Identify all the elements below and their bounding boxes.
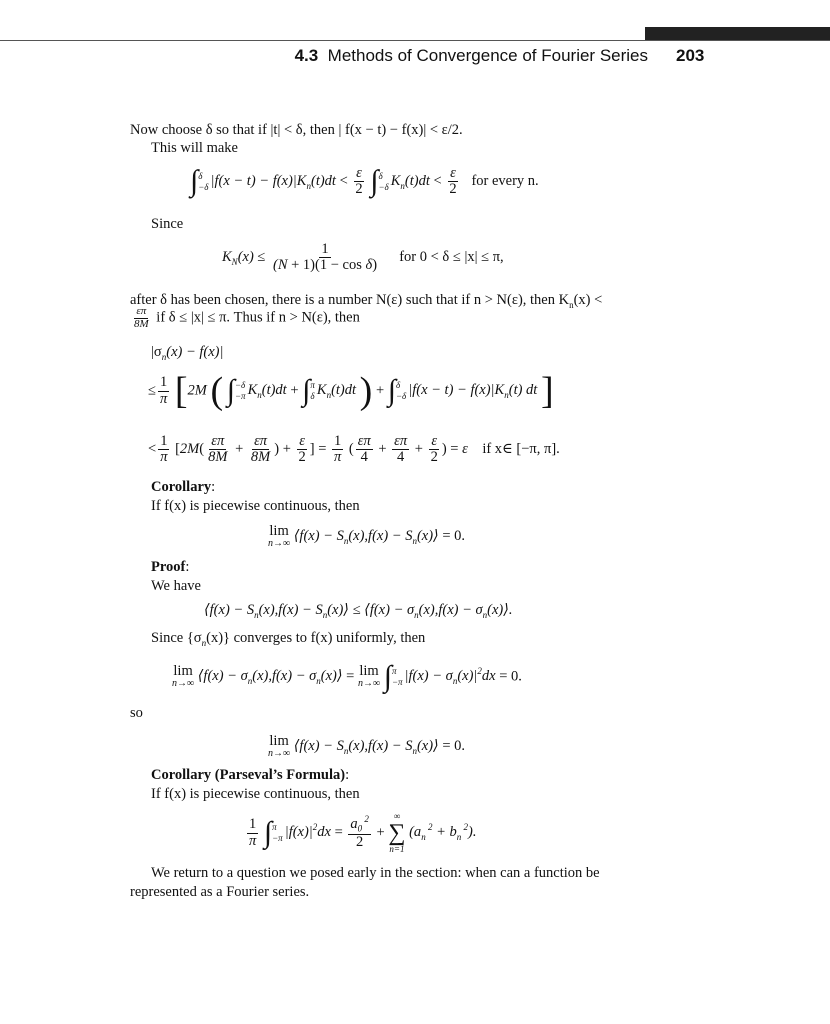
text-closing-1: We return to a question we posed early in the section: when can a function be — [151, 865, 600, 881]
text-for-every-n: for every n. — [471, 173, 539, 190]
parseval-text: If f(x) is piecewise continuous, then — [151, 786, 360, 802]
equation-corollary: lim n→∞ ⟨f(x) − $S_n(x),f(x)$ − $S_n(x)⟩ = 0$. — [268, 523, 466, 550]
text-since: Since — [151, 216, 184, 232]
text-choose-delta: Now choose δ so that if |t| < δ, then | f(x − t) − f(x)| < ε/2. — [130, 122, 463, 138]
text-thus: $\frac{\varepsilon\pi}{8M}$ if δ ≤ |x| ≤ π. Thus if n > N(ε), then — [134, 305, 360, 330]
equation-parseval: $\frac{1}{\pi}$ ∫ π −π $|f(x)|^2dx$ = $\frac{a_0 ^2}{2}$ + ∞ ∑ n=1 ($a_n$ $^2 + b_n$ $^2$). — [249, 811, 477, 854]
text-we-have: We have — [151, 578, 201, 594]
header-bar — [645, 27, 830, 41]
equation-sigma-limit: lim n→∞ ⟨f(x) − $\sigma_n(x),f(x)$ − $\sigma_n(x)⟩$ = lim n→∞ ∫ π −π $|f(x) - \sigma_n(x)|^2dx = 0$. — [172, 660, 522, 693]
text-this-will-make: This will make — [151, 140, 238, 156]
running-header — [0, 46, 830, 68]
equation-kernel-bound: $K_N(x)$ ≤ $\frac{1}{\text{(N + 1)(1 − cos δ)}}$ for 0 < δ ≤ |x| ≤ π, — [222, 241, 504, 274]
equation-final-estimate: < $\frac{1}{\pi}$ [2M( $\frac{\varepsilon\pi}{8M}$ + $\frac{\varepsilon\pi}{8M}$ ) + $\frac{\varepsilon}{2}$ ] = $\frac{1}{\pi}$ ( $\frac{\varepsilon\pi}{4}$ + $\frac{\varepsilon\pi}{4}$ + $\frac{\varepsilon}{2}$ ) = ε if x∈ [−π, π]. — [148, 433, 560, 466]
equation-sn-limit: lim n→∞ ⟨f(x) − $S_n(x),f(x)$ − $S_n(x)⟩ = 0$. — [268, 733, 466, 760]
page-number: 203 — [676, 46, 705, 65]
section-title: 4.3 Methods of Convergence of Fourier Series — [294, 46, 648, 65]
equation-sigma-diff: $|\sigma_n(x) - f(x)|$ — [151, 344, 224, 362]
text-so: so — [130, 705, 143, 721]
corollary-text: If f(x) is piecewise continuous, then — [151, 498, 360, 514]
corollary-title: Corollary: — [151, 479, 216, 495]
text-if-x-in: if x∈ [−π, π]. — [482, 441, 560, 458]
parseval-title: Corollary (Parseval’s Formula): — [151, 767, 350, 783]
proof-title: Proof: — [151, 559, 190, 575]
equation-bracket-bound: ≤ $\frac{1}{\pi}$ [2M ( ∫ −δ −π $K_n(t)dt$ + ∫ π δ $K_n(t)dt$ ) + ∫ δ −δ $|f(x - t) - f(x)|K_n(t)$ dt ] — [148, 370, 554, 412]
text-bound-condition: for 0 < δ ≤ |x| ≤ π, — [399, 249, 504, 266]
equation-inner-product-ineq: ⟨f(x) − $S_n(x),f(x)$ − $S_n(x)⟩$ ≤ ⟨f(x) − $\sigma_n(x),f(x)$ − $\sigma_n(x)⟩$. — [204, 602, 513, 620]
text-since-sigma: Since $\{\sigma_n(x)\}$ converges to f(x) uniformly, then — [151, 630, 426, 648]
text-closing-2: represented as a Fourier series. — [130, 884, 310, 900]
header-rule — [0, 40, 830, 41]
equation-integral-bound: ∫ δ −δ $|f(x - t) - f(x)|K_n(t)dt$ < $\frac{\varepsilon}{2}$ ∫ δ −δ $K_n(t)dt$ < $\frac{\varepsilon}{2}$ for every n. — [190, 164, 539, 198]
text-after-delta: after δ has been chosen, there is a number N(ε) such that if n > N(ε), then $K_n(x)$ < — [130, 292, 603, 310]
